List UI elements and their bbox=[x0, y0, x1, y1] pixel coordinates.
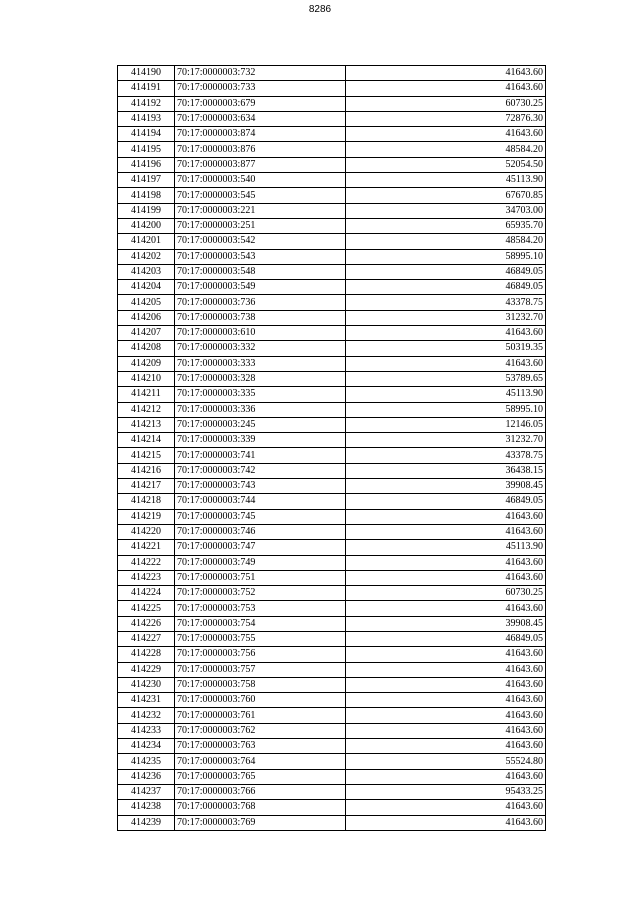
row-number-cell: 414217 bbox=[118, 479, 175, 494]
table-row bbox=[118, 326, 546, 341]
row-number-cell: 414204 bbox=[118, 280, 175, 295]
cadastral-number-cell: 70:17:0000003:221 bbox=[175, 203, 346, 218]
row-number-cell: 414216 bbox=[118, 463, 175, 478]
table-row bbox=[118, 234, 546, 249]
cadastral-number-cell: 70:17:0000003:548 bbox=[175, 264, 346, 279]
cadastral-number-cell: 70:17:0000003:753 bbox=[175, 601, 346, 616]
table-row bbox=[118, 509, 546, 524]
value-cell: 41643.60 bbox=[346, 693, 546, 708]
cadastral-number-cell: 70:17:0000003:768 bbox=[175, 800, 346, 815]
table-row bbox=[118, 815, 546, 830]
table-row bbox=[118, 524, 546, 539]
cadastral-number-cell: 70:17:0000003:736 bbox=[175, 295, 346, 310]
table-row bbox=[118, 387, 546, 402]
row-number-cell: 414212 bbox=[118, 402, 175, 417]
row-number-cell: 414228 bbox=[118, 647, 175, 662]
row-number-cell: 414206 bbox=[118, 310, 175, 325]
row-number-cell: 414192 bbox=[118, 96, 175, 111]
table-row bbox=[118, 341, 546, 356]
value-cell: 55524.80 bbox=[346, 754, 546, 769]
value-cell: 67670.85 bbox=[346, 188, 546, 203]
value-cell: 41643.60 bbox=[346, 662, 546, 677]
value-cell: 41643.60 bbox=[346, 708, 546, 723]
registry-table-body bbox=[118, 66, 546, 831]
value-cell: 60730.25 bbox=[346, 586, 546, 601]
value-cell: 45113.90 bbox=[346, 387, 546, 402]
cadastral-number-cell: 70:17:0000003:540 bbox=[175, 173, 346, 188]
row-number-cell: 414193 bbox=[118, 111, 175, 126]
row-number-cell: 414190 bbox=[118, 66, 175, 81]
table-row bbox=[118, 708, 546, 723]
value-cell: 41643.60 bbox=[346, 356, 546, 371]
value-cell: 60730.25 bbox=[346, 96, 546, 111]
value-cell: 39908.45 bbox=[346, 479, 546, 494]
cadastral-number-cell: 70:17:0000003:339 bbox=[175, 433, 346, 448]
value-cell: 41643.60 bbox=[346, 509, 546, 524]
table-row bbox=[118, 463, 546, 478]
row-number-cell: 414203 bbox=[118, 264, 175, 279]
row-number-cell: 414232 bbox=[118, 708, 175, 723]
table-row bbox=[118, 96, 546, 111]
table-row bbox=[118, 310, 546, 325]
row-number-cell: 414194 bbox=[118, 127, 175, 142]
table-row bbox=[118, 739, 546, 754]
table-row bbox=[118, 127, 546, 142]
row-number-cell: 414231 bbox=[118, 693, 175, 708]
cadastral-number-cell: 70:17:0000003:634 bbox=[175, 111, 346, 126]
table-row bbox=[118, 66, 546, 81]
table-row bbox=[118, 723, 546, 738]
table-row bbox=[118, 142, 546, 157]
value-cell: 65935.70 bbox=[346, 218, 546, 233]
value-cell: 41643.60 bbox=[346, 81, 546, 96]
table-row bbox=[118, 540, 546, 555]
cadastral-number-cell: 70:17:0000003:744 bbox=[175, 494, 346, 509]
value-cell: 41643.60 bbox=[346, 677, 546, 692]
table-row bbox=[118, 81, 546, 96]
cadastral-number-cell: 70:17:0000003:732 bbox=[175, 66, 346, 81]
table-row bbox=[118, 264, 546, 279]
cadastral-number-cell: 70:17:0000003:328 bbox=[175, 371, 346, 386]
row-number-cell: 414220 bbox=[118, 524, 175, 539]
table-row bbox=[118, 111, 546, 126]
cadastral-number-cell: 70:17:0000003:738 bbox=[175, 310, 346, 325]
cadastral-number-cell: 70:17:0000003:752 bbox=[175, 586, 346, 601]
row-number-cell: 414197 bbox=[118, 173, 175, 188]
row-number-cell: 414198 bbox=[118, 188, 175, 203]
row-number-cell: 414209 bbox=[118, 356, 175, 371]
cadastral-number-cell: 70:17:0000003:769 bbox=[175, 815, 346, 830]
cadastral-number-cell: 70:17:0000003:762 bbox=[175, 723, 346, 738]
value-cell: 41643.60 bbox=[346, 601, 546, 616]
value-cell: 43378.75 bbox=[346, 295, 546, 310]
cadastral-number-cell: 70:17:0000003:251 bbox=[175, 218, 346, 233]
registry-table bbox=[117, 65, 546, 831]
value-cell: 46849.05 bbox=[346, 280, 546, 295]
cadastral-number-cell: 70:17:0000003:764 bbox=[175, 754, 346, 769]
cadastral-number-cell: 70:17:0000003:542 bbox=[175, 234, 346, 249]
cadastral-number-cell: 70:17:0000003:760 bbox=[175, 693, 346, 708]
cadastral-number-cell: 70:17:0000003:761 bbox=[175, 708, 346, 723]
cadastral-number-cell: 70:17:0000003:333 bbox=[175, 356, 346, 371]
cadastral-number-cell: 70:17:0000003:332 bbox=[175, 341, 346, 356]
cadastral-number-cell: 70:17:0000003:679 bbox=[175, 96, 346, 111]
table-row bbox=[118, 616, 546, 631]
row-number-cell: 414239 bbox=[118, 815, 175, 830]
table-row bbox=[118, 218, 546, 233]
cadastral-number-cell: 70:17:0000003:754 bbox=[175, 616, 346, 631]
row-number-cell: 414213 bbox=[118, 417, 175, 432]
cadastral-number-cell: 70:17:0000003:763 bbox=[175, 739, 346, 754]
value-cell: 41643.60 bbox=[346, 815, 546, 830]
cadastral-number-cell: 70:17:0000003:543 bbox=[175, 249, 346, 264]
row-number-cell: 414225 bbox=[118, 601, 175, 616]
table-row bbox=[118, 157, 546, 172]
row-number-cell: 414237 bbox=[118, 784, 175, 799]
table-row bbox=[118, 769, 546, 784]
row-number-cell: 414229 bbox=[118, 662, 175, 677]
row-number-cell: 414199 bbox=[118, 203, 175, 218]
table-row bbox=[118, 631, 546, 646]
row-number-cell: 414207 bbox=[118, 326, 175, 341]
row-number-cell: 414221 bbox=[118, 540, 175, 555]
value-cell: 41643.60 bbox=[346, 739, 546, 754]
value-cell: 45113.90 bbox=[346, 540, 546, 555]
cadastral-number-cell: 70:17:0000003:758 bbox=[175, 677, 346, 692]
table-row bbox=[118, 402, 546, 417]
row-number-cell: 414214 bbox=[118, 433, 175, 448]
value-cell: 58995.10 bbox=[346, 249, 546, 264]
table-row bbox=[118, 295, 546, 310]
cadastral-number-cell: 70:17:0000003:545 bbox=[175, 188, 346, 203]
value-cell: 41643.60 bbox=[346, 647, 546, 662]
table-row bbox=[118, 371, 546, 386]
row-number-cell: 414215 bbox=[118, 448, 175, 463]
row-number-cell: 414227 bbox=[118, 631, 175, 646]
cadastral-number-cell: 70:17:0000003:335 bbox=[175, 387, 346, 402]
cadastral-number-cell: 70:17:0000003:549 bbox=[175, 280, 346, 295]
row-number-cell: 414205 bbox=[118, 295, 175, 310]
value-cell: 72876.30 bbox=[346, 111, 546, 126]
table-row bbox=[118, 448, 546, 463]
table-row bbox=[118, 800, 546, 815]
table-row bbox=[118, 188, 546, 203]
row-number-cell: 414230 bbox=[118, 677, 175, 692]
table-row bbox=[118, 433, 546, 448]
row-number-cell: 414210 bbox=[118, 371, 175, 386]
table-row bbox=[118, 570, 546, 585]
table-row bbox=[118, 601, 546, 616]
value-cell: 52054.50 bbox=[346, 157, 546, 172]
cadastral-number-cell: 70:17:0000003:336 bbox=[175, 402, 346, 417]
cadastral-number-cell: 70:17:0000003:874 bbox=[175, 127, 346, 142]
cadastral-number-cell: 70:17:0000003:749 bbox=[175, 555, 346, 570]
table-row bbox=[118, 173, 546, 188]
table-row bbox=[118, 479, 546, 494]
row-number-cell: 414196 bbox=[118, 157, 175, 172]
value-cell: 45113.90 bbox=[346, 173, 546, 188]
table-row bbox=[118, 662, 546, 677]
row-number-cell: 414211 bbox=[118, 387, 175, 402]
value-cell: 53789.65 bbox=[346, 371, 546, 386]
cadastral-number-cell: 70:17:0000003:765 bbox=[175, 769, 346, 784]
value-cell: 31232.70 bbox=[346, 433, 546, 448]
table-row bbox=[118, 677, 546, 692]
cadastral-number-cell: 70:17:0000003:757 bbox=[175, 662, 346, 677]
value-cell: 46849.05 bbox=[346, 264, 546, 279]
cadastral-number-cell: 70:17:0000003:745 bbox=[175, 509, 346, 524]
row-number-cell: 414235 bbox=[118, 754, 175, 769]
value-cell: 36438.15 bbox=[346, 463, 546, 478]
table-row bbox=[118, 784, 546, 799]
cadastral-number-cell: 70:17:0000003:610 bbox=[175, 326, 346, 341]
cadastral-number-cell: 70:17:0000003:755 bbox=[175, 631, 346, 646]
row-number-cell: 414219 bbox=[118, 509, 175, 524]
table-row bbox=[118, 417, 546, 432]
row-number-cell: 414238 bbox=[118, 800, 175, 815]
table-row bbox=[118, 586, 546, 601]
cadastral-number-cell: 70:17:0000003:743 bbox=[175, 479, 346, 494]
row-number-cell: 414191 bbox=[118, 81, 175, 96]
value-cell: 46849.05 bbox=[346, 631, 546, 646]
table-row bbox=[118, 647, 546, 662]
value-cell: 43378.75 bbox=[346, 448, 546, 463]
row-number-cell: 414218 bbox=[118, 494, 175, 509]
row-number-cell: 414223 bbox=[118, 570, 175, 585]
cadastral-number-cell: 70:17:0000003:766 bbox=[175, 784, 346, 799]
table-row bbox=[118, 249, 546, 264]
value-cell: 50319.35 bbox=[346, 341, 546, 356]
value-cell: 41643.60 bbox=[346, 723, 546, 738]
cadastral-number-cell: 70:17:0000003:733 bbox=[175, 81, 346, 96]
cadastral-number-cell: 70:17:0000003:741 bbox=[175, 448, 346, 463]
table-row bbox=[118, 494, 546, 509]
value-cell: 31232.70 bbox=[346, 310, 546, 325]
cadastral-number-cell: 70:17:0000003:756 bbox=[175, 647, 346, 662]
value-cell: 41643.60 bbox=[346, 326, 546, 341]
page-number: 8286 bbox=[308, 4, 332, 15]
table-row bbox=[118, 754, 546, 769]
value-cell: 41643.60 bbox=[346, 66, 546, 81]
value-cell: 41643.60 bbox=[346, 570, 546, 585]
cadastral-number-cell: 70:17:0000003:876 bbox=[175, 142, 346, 157]
cadastral-number-cell: 70:17:0000003:245 bbox=[175, 417, 346, 432]
value-cell: 41643.60 bbox=[346, 555, 546, 570]
value-cell: 41643.60 bbox=[346, 800, 546, 815]
table-row bbox=[118, 280, 546, 295]
value-cell: 12146.05 bbox=[346, 417, 546, 432]
row-number-cell: 414236 bbox=[118, 769, 175, 784]
row-number-cell: 414224 bbox=[118, 586, 175, 601]
row-number-cell: 414234 bbox=[118, 739, 175, 754]
value-cell: 41643.60 bbox=[346, 769, 546, 784]
value-cell: 48584.20 bbox=[346, 234, 546, 249]
row-number-cell: 414226 bbox=[118, 616, 175, 631]
value-cell: 46849.05 bbox=[346, 494, 546, 509]
value-cell: 58995.10 bbox=[346, 402, 546, 417]
cadastral-number-cell: 70:17:0000003:747 bbox=[175, 540, 346, 555]
value-cell: 34703.00 bbox=[346, 203, 546, 218]
cadastral-number-cell: 70:17:0000003:877 bbox=[175, 157, 346, 172]
row-number-cell: 414195 bbox=[118, 142, 175, 157]
row-number-cell: 414222 bbox=[118, 555, 175, 570]
value-cell: 41643.60 bbox=[346, 524, 546, 539]
value-cell: 39908.45 bbox=[346, 616, 546, 631]
value-cell: 41643.60 bbox=[346, 127, 546, 142]
table-row bbox=[118, 693, 546, 708]
value-cell: 48584.20 bbox=[346, 142, 546, 157]
cadastral-number-cell: 70:17:0000003:746 bbox=[175, 524, 346, 539]
table-row bbox=[118, 555, 546, 570]
cadastral-number-cell: 70:17:0000003:751 bbox=[175, 570, 346, 585]
row-number-cell: 414233 bbox=[118, 723, 175, 738]
row-number-cell: 414208 bbox=[118, 341, 175, 356]
value-cell: 95433.25 bbox=[346, 784, 546, 799]
cadastral-number-cell: 70:17:0000003:742 bbox=[175, 463, 346, 478]
table-row bbox=[118, 356, 546, 371]
row-number-cell: 414202 bbox=[118, 249, 175, 264]
row-number-cell: 414201 bbox=[118, 234, 175, 249]
table-row bbox=[118, 203, 546, 218]
row-number-cell: 414200 bbox=[118, 218, 175, 233]
